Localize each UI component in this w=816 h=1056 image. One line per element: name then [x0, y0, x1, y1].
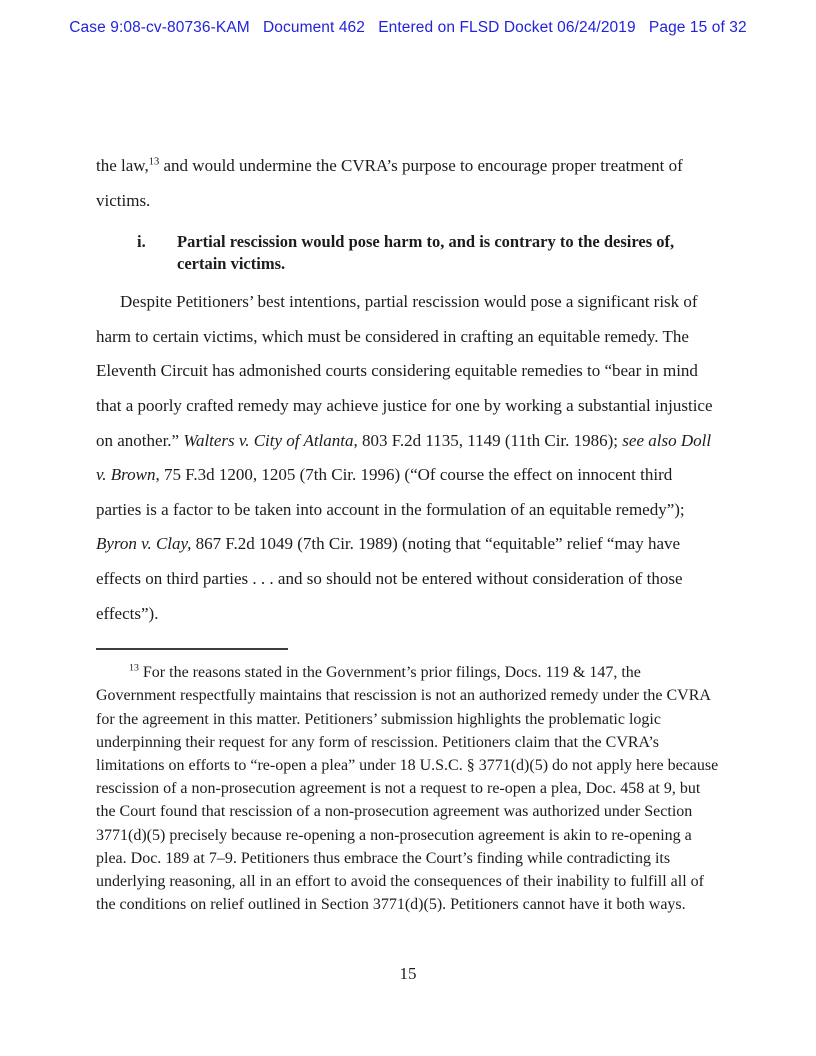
heading-number: i. [137, 232, 146, 252]
subsection-heading [96, 231, 720, 274]
body-paragraph: Despite Petitioners’ best intentions, partial rescission would pose a significant risk of harm to certain victims, which must be considered in crafting an equitable remedy. The Eleventh Circuit has admonished courts considering equitable remedies to “bear in mind that a poorly crafted remedy may achieve justice for one by working a substantial injustice on another.” Walters v. City of Atlanta, 803 F.2d 1135, 1149 (11th Cir. 1986); see also Doll v. Brown, 75 F.3d 1200, 1205 (7th Cir. 1996) (“Of course the effect on innocent third parties is a factor to be taken into account in the formulation of an equitable remedy”); Byron v. Clay, 867 F.2d 1049 (7th Cir. 1989) (noting that “equitable” relief “may have effects on third parties . . . and so should not be entered without consideration of those effects”). [96, 292, 713, 623]
case-stamp-header: Case 9:08-cv-80736-KAM Document 462 Entered on FLSD Docket 06/24/2019 Page 15 of 32 [69, 19, 747, 36]
heading-text: Partial rescission would pose harm to, and is contrary to the desires of, certain victims. [177, 232, 675, 273]
body-paragraph-continuation: the law,$^{13}$ and would undermine the CVRA’s purpose to encourage proper treatment of victims. [96, 156, 683, 210]
footnote-13: $^{13}$ For the reasons stated in the Government’s prior filings, Docs. 119 & 147, the Government respectfully maintains that rescission is not an authorized remedy under the CVRA for the agreement in this matter. Petitioners’ submission highlights the problematic logic underpinning their request for any form of rescission. Petitioners claim that the CVRA’s limitations on efforts to “re-open a plea” under 18 U.S.C. § 3771(d)(5) do not apply here because rescission of a non-prosecution agreement is not a request to re-open a plea, Doc. 458 at 9, but the Court found that rescission of a non-prosecution agreement was authorized under Section 3771(d)(5) precisely because re-opening a non-prosecution agreement is akin to re-opening a plea. Doc. 189 at 7–9. Petitioners thus embrace the Court’s finding while contradicting its underlying reasoning, all in an effort to avoid the consequences of their inability to fulfill all of the conditions on relief outlined in Section 3771(d)(5). Petitioners cannot have it both ways. [96, 662, 719, 914]
document-body [96, 149, 720, 916]
footnote-separator [96, 648, 288, 650]
page-number: 15 [399, 964, 417, 983]
